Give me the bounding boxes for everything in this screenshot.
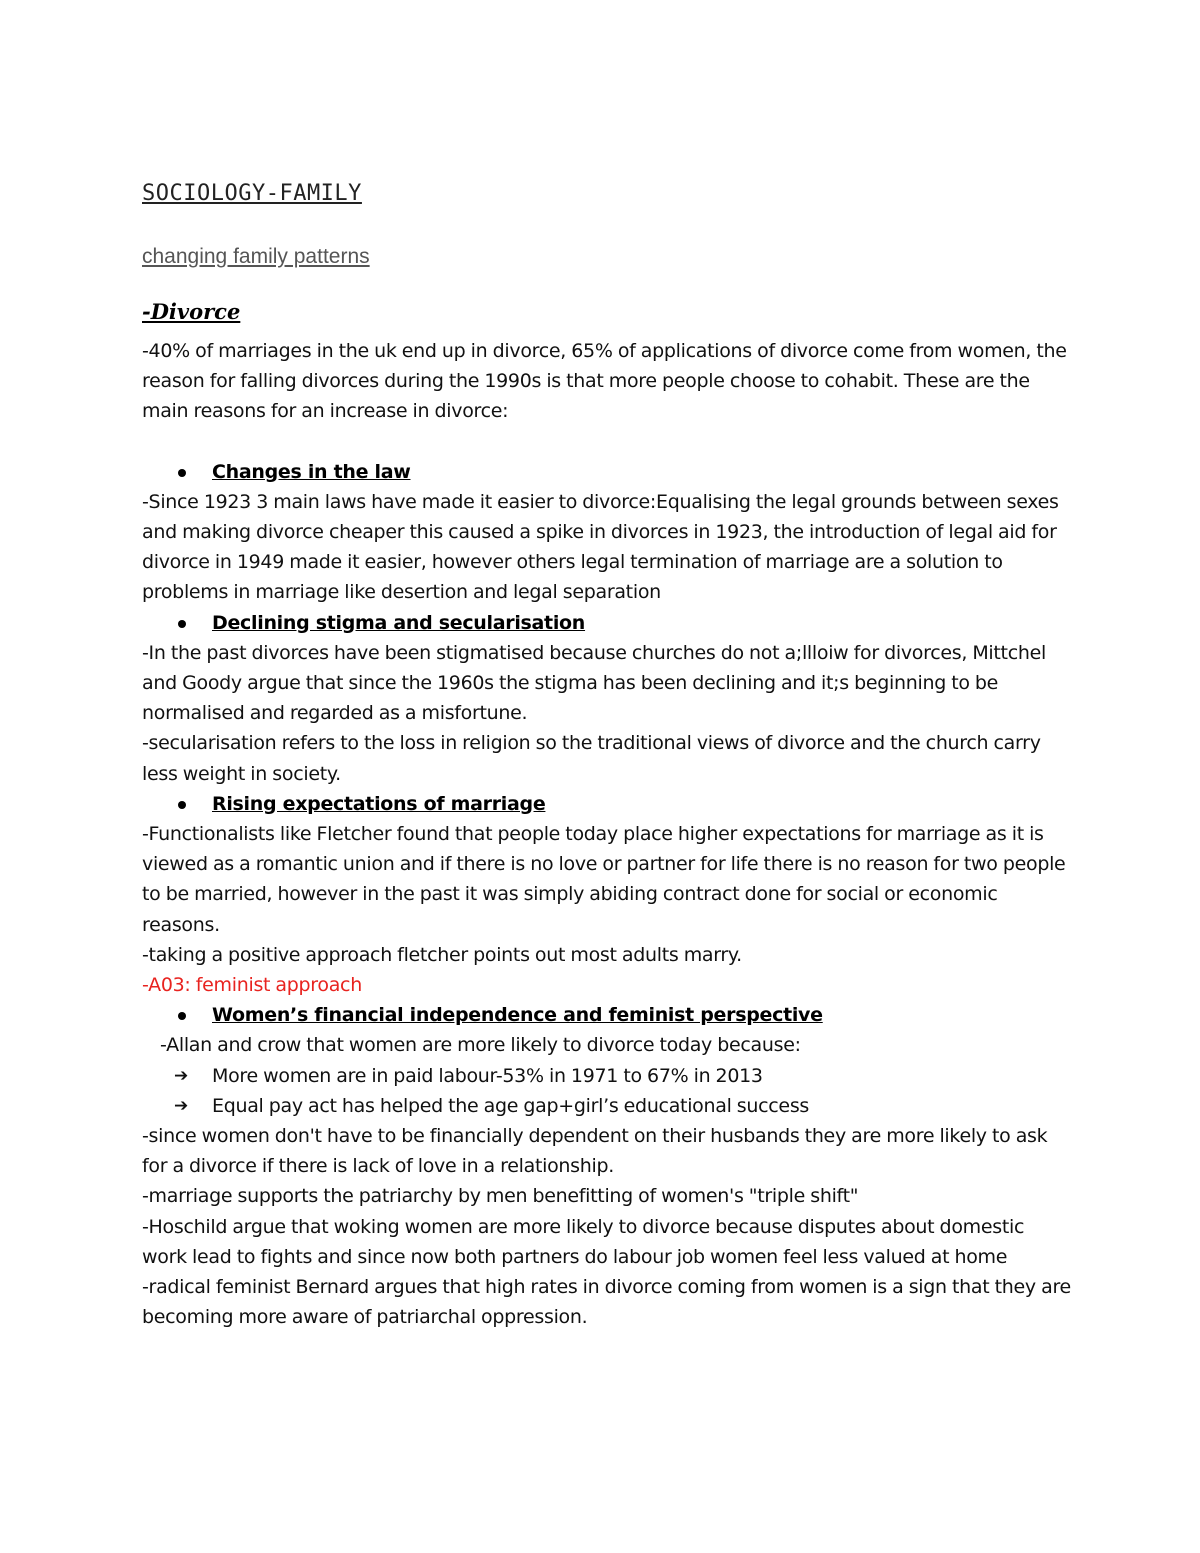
bullet-icon	[178, 620, 186, 628]
section-heading-divorce: -Divorce	[142, 299, 241, 324]
bullet-heading-stigma	[142, 608, 1072, 638]
stigma-paragraph: -In the past divorces have been stigmatised because churches do not a;llloiw for divorces, Mittchel and Goody argue that since the 1960s the stigma has been declining and it;s beginning to be normalised and regarded as a misfortune.	[142, 641, 1046, 725]
bullet-heading-feminist	[142, 1000, 1072, 1030]
expectations-paragraph: -Functionalists like Fletcher found that people today place higher expectations for marriage as it is viewed as a romantic union and if there is no love or partner for life there is no reason for two people to be married, however in the past it was simply abiding contract done for social or economic reasons.	[142, 823, 1066, 936]
bullet-icon	[178, 469, 186, 477]
arrow-list-item	[142, 1091, 1072, 1121]
right-arrow-icon: ➔	[174, 1065, 188, 1086]
document-page	[142, 170, 1072, 1333]
bullet-heading-label: Women’s financial independence and feminist perspective	[212, 1004, 823, 1027]
right-arrow-icon: ➔	[174, 1095, 188, 1116]
patriarchy-paragraph: -marriage supports the patriarchy by men benefitting of women's "triple shift"	[142, 1185, 859, 1208]
bullet-heading-label: Changes in the law	[212, 460, 411, 483]
hoschild-paragraph: -Hoschild argue that woking women are more likely to divorce because disputes about domestic work lead to fights and since now both partners do labour job women feel less valued at home	[142, 1215, 1025, 1268]
allan-crow-paragraph: -Allan and crow that women are more likely to divorce today because:	[160, 1034, 801, 1057]
bullet-heading-label: Declining stigma and secularisation	[212, 611, 586, 634]
arrow-item-text: Equal pay act has helped the age gap+girl’s educational success	[212, 1094, 810, 1117]
document-subtitle: changing family patterns	[142, 245, 370, 268]
bernard-paragraph: -radical feminist Bernard argues that high rates in divorce coming from women is a sign that they are becoming more aware of patriarchal oppression.	[142, 1276, 1071, 1329]
bullet-heading-label: Rising expectations of marriage	[212, 792, 546, 815]
secularisation-paragraph: -secularisation refers to the loss in religion so the traditional views of divorce and the church carry less weight in society.	[142, 732, 1041, 785]
bullet-icon	[178, 1012, 186, 1020]
bullet-icon	[178, 801, 186, 809]
ao3-note: -A03: feminist approach	[142, 974, 362, 997]
fletcher-paragraph: -taking a positive approach fletcher points out most adults marry.	[142, 943, 742, 966]
law-paragraph: -Since 1923 3 main laws have made it easier to divorce:Equalising the legal grounds between sexes and making divorce cheaper this caused a spike in divorces in 1923, the introduction of legal aid for divorce in 1949 made it easier, however others legal termination of marriage are a solution to problems in marriage like desertion and legal separation	[142, 490, 1059, 604]
document-title: SOCIOLOGY-FAMILY	[142, 181, 362, 206]
blank-line	[142, 427, 1072, 457]
bullet-heading-law	[142, 457, 1072, 487]
arrow-item-text: More women are in paid labour-53% in 1971 to 67% in 2013	[212, 1064, 763, 1087]
financial-paragraph: -since women don't have to be financially dependent on their husbands they are more likely to ask for a divorce if there is lack of love in a relationship.	[142, 1125, 1048, 1178]
arrow-list-item	[142, 1061, 1072, 1091]
intro-paragraph: -40% of marriages in the uk end up in divorce, 65% of applications of divorce come from women, the reason for falling divorces during the 1990s is that more people choose to cohabit. These are the main reasons for an increase in divorce:	[142, 340, 1067, 423]
bullet-heading-expectations	[142, 789, 1072, 819]
